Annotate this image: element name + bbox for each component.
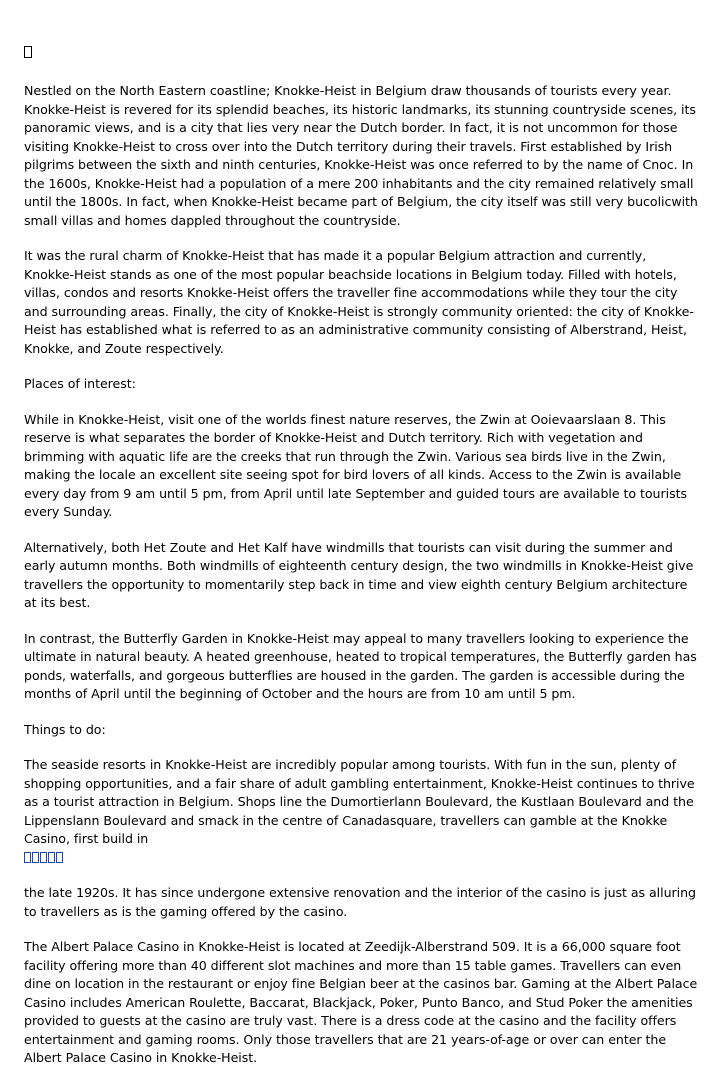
- article-body: [24, 82, 700, 1085]
- paragraph-late-1920s: the late 1920s. It has since undergone extensive renovation and the interior of the casino is just as alluring to travellers as is the gaming offered by the casino.: [24, 885, 696, 919]
- missing-glyph-icon: [40, 852, 47, 863]
- paragraph-zwin: While in Knokke-Heist, visit one of the worlds finest nature reserves, the Zwin at Ooievaarslaan 8. This reserve is what separates the border of Knokke-Heist and Dutch territory. Rich with vegetation and brimming with aquatic life are the creeks that run through the Zwin. Various sea birds live in the Zwin, making the locale an excellent site seeing spot for bird lovers of all kinds. Access to the Zwin is available every day from 9 am until 5 pm, from April until late September and guided tours are available to tourists every Sunday.: [24, 411, 687, 519]
- missing-glyph-icon: [32, 852, 39, 863]
- paragraph-intro: Nestled on the North Eastern coastline; Knokke-Heist in Belgium draw thousands of tourists every year. Knokke-Heist is revered for its splendid beaches, its historic landmarks, its stunning countryside scenes, its panoramic views, and is a city that lies very near the Dutch border. In fact, it is not uncommon for those visiting Knokke-Heist to cross over into the Dutch territory during their travels. First established by Irish pilgrims between the sixth and ninth centuries, Knokke-Heist was once referred to by the name of Cnoc. In the 1600s, Knokke-Heist had a population of a mere 200 inhabitants and the city remained relatively small until the 1800s. In fact, when Knokke-Heist became part of Belgium, the city itself was still very bucolicwith small villas and homes dappled throughout the countryside.: [24, 83, 698, 228]
- paragraph-albert-palace-casino: The Albert Palace Casino in Knokke-Heist is located at Zeedijk-Alberstrand 509. It is a 66,000 square foot facility offering more than 40 different slot machines and more than 15 table games. Travellers can even dine on location in the restaurant or enjoy fine Belgian beer at the casinos bar. Gaming at the Albert Palace Casino includes American Roulette, Baccarat, Blackjack, Poker, Punto Banco, and Stud Poker the amenities provided to guests at the casino are truly vast. There is a dress code at the casino and the facility offers entertainment and gaming rooms. Only those travellers that are 21 years-of-age or over can enter the Albert Palace Casino in Knokke-Heist.: [24, 939, 698, 1065]
- paragraph-rural-charm: It was the rural charm of Knokke-Heist that has made it a popular Belgium attraction and currently, Knokke-Heist stands as one of the most popular beachside locations in Belgium today. Filled with hotels, villas, condos and resorts Knokke-Heist offers the traveller fine accommodations while they tour the city and surrounding areas. Finally, the city of Knokke-Heist is strongly community oriented: the city of Knokke-Heist has established what is referred to as an administrative community consisting of Alberstrand, Heist, Knokke, and Zoute respectively.: [24, 248, 694, 356]
- heading-places-of-interest: Places of interest:: [24, 376, 136, 391]
- missing-glyph-icon: [24, 852, 31, 863]
- missing-glyph-icon: [56, 852, 63, 863]
- paragraph-butterfly-garden: In contrast, the Butterfly Garden in Knokke-Heist may appeal to many travellers looking to experience the ultimate in natural beauty. A heated greenhouse, heated to tropical temperatures, the Butterfly garden has ponds, waterfalls, and gorgeous butterflies are housed in the garden. The garden is accessible during the months of April until the beginning of October and the hours are from 10 am until 5 pm.: [24, 630, 697, 701]
- inline-link[interactable]: [24, 849, 64, 868]
- paragraph-seaside: The seaside resorts in Knokke-Heist are incredibly popular among tourists. With fun in the sun, plenty of shopping opportunities, and a fair share of adult gambling entertainment, Knokke-Heist continues to thrive as a tourist attraction in Belgium. Shops line the Dumortierlann Boulevard, the Kustlaan Boulevard and the Lippenslann Boulevard and smack in the centre of Canadasquare, travellers can gamble at the Knokke Casino, first build in: [24, 757, 695, 846]
- missing-glyph-icon: [24, 46, 32, 58]
- heading-things-to-do: Things to do:: [24, 721, 106, 737]
- paragraph-windmills: Alternatively, both Het Zoute and Het Kalf have windmills that tourists can visit during the summer and early autumn months. Both windmills of eighteenth century design, the two windmills in Knokke-Heist give travellers the opportunity to momentarily step back in time and view eighth century Belgium architecture at its best.: [24, 539, 694, 610]
- missing-glyph-icon: [48, 852, 55, 863]
